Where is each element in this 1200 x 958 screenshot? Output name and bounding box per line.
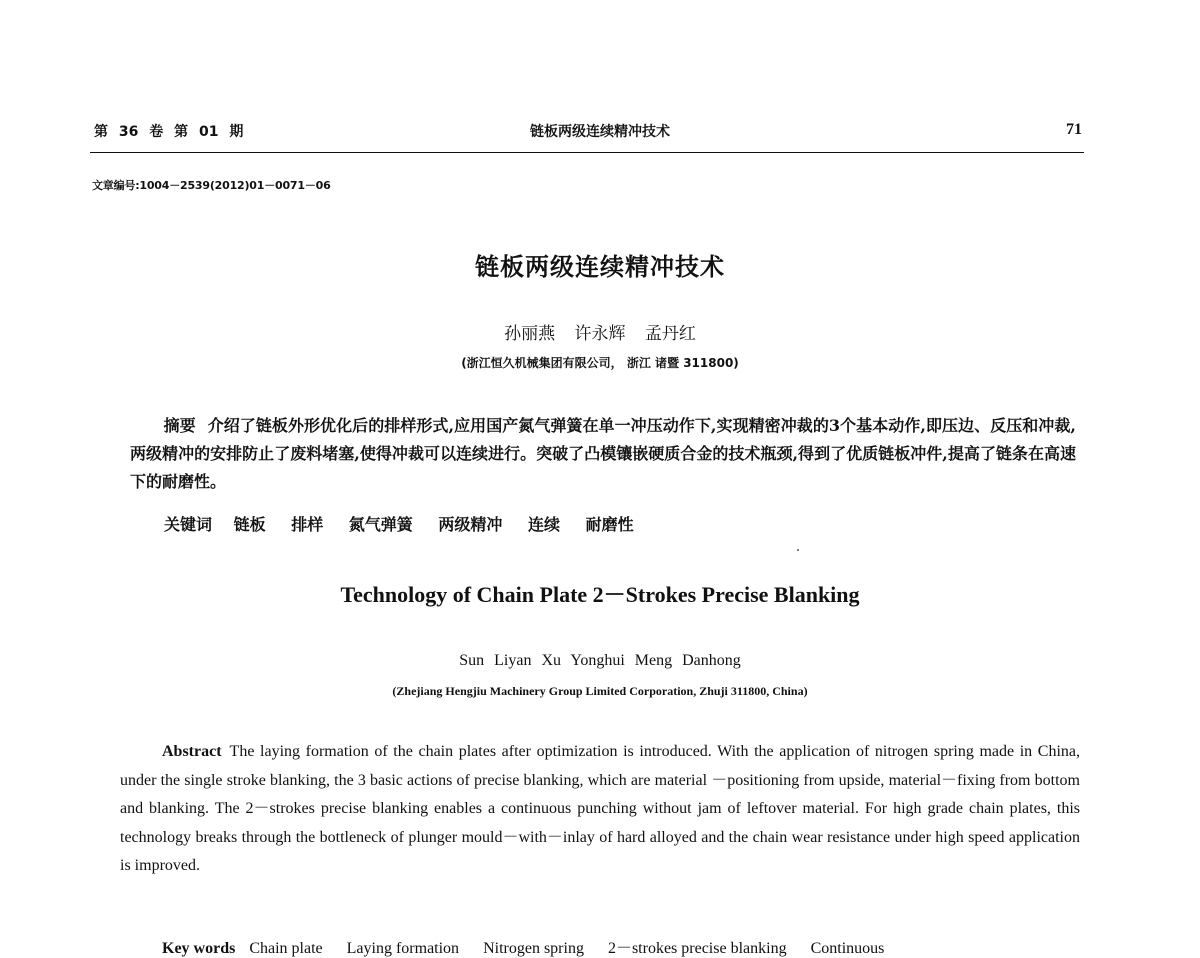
chinese-authors: 孙丽燕 许永辉 孟丹红 (504, 324, 696, 344)
chinese-keywords-label: 关键词 (164, 515, 213, 534)
chinese-keyword: 耐磨性 (585, 515, 634, 534)
chinese-abstract-text: 介绍了链板外形优化后的排样形式,应用国产氮气弹簧在单一冲压动作下,实现精密冲裁的3个基本动作,即压边、反压和冲裁,两级精冲的安排防止了废料堵塞,使得冲裁可以连续进行。突破了凸模镶嵌硬质合金的技术瓶颈,得到了优质链板冲件,提高了链条在高速下的耐磨性。 (130, 416, 1076, 491)
chinese-keyword: 氮气弹簧 (348, 515, 413, 534)
english-keyword: Chain plate (249, 940, 323, 957)
english-keyword: Nitrogen spring (483, 940, 584, 957)
header-rule (90, 152, 1084, 153)
chinese-keyword: 两级精冲 (438, 515, 503, 534)
english-keyword: 2－strokes precise blanking (607, 940, 787, 957)
english-abstract-label: Abstract (162, 743, 222, 760)
chinese-keyword: 排样 (291, 515, 324, 534)
running-title: 链板两级连续精冲技术 (530, 124, 670, 140)
english-abstract-text: The laying formation of the chain plates after optimization is introduced. With the application of nitrogen spring made in China, under the single stroke blanking, the 3 basic actions of precise blanking, which are material －positioning from upside, material－fixing from bottom and blanking. The 2－strokes precise blanking enables a continuous punching without jam of leftover material. For high grade chain plates, this technology breaks through the bottleneck of plunger mould－with－inlay of hard alloyed and the chain wear resistance under high speed application is improved. (120, 743, 1081, 874)
english-affiliation: (Zhejiang Hengjiu Machinery Group Limited Corporation, Zhuji 311800, China) (392, 684, 808, 698)
article-number: 文章编号:1004－2539(2012)01－0071－06 (92, 179, 331, 192)
chinese-affiliation: (浙江恒久机械集团有限公司， 浙江 诸暨 311800) (461, 356, 739, 370)
scan-speck (797, 549, 799, 551)
english-keyword: Laying formation (346, 940, 460, 957)
chinese-abstract (130, 412, 1076, 496)
page-number: 71 (1066, 121, 1082, 138)
chinese-keyword: 链板 (233, 515, 266, 534)
chinese-title: 链板两级连续精冲技术 (475, 253, 725, 281)
english-authors: Sun Liyan Xu Yonghui Meng Danhong (459, 652, 741, 669)
english-keywords-label: Key words (162, 940, 236, 957)
english-keywords (162, 935, 904, 958)
english-abstract (120, 738, 1080, 881)
chinese-keyword: 连续 (527, 515, 560, 534)
english-title: Technology of Chain Plate 2－Strokes Precise Blanking (340, 582, 860, 607)
chinese-keywords (164, 512, 654, 535)
volume-issue: 第 36 卷 第 01 期 (94, 124, 244, 140)
english-keyword: Continuous (810, 940, 885, 957)
chinese-abstract-label: 摘要 (163, 416, 196, 435)
